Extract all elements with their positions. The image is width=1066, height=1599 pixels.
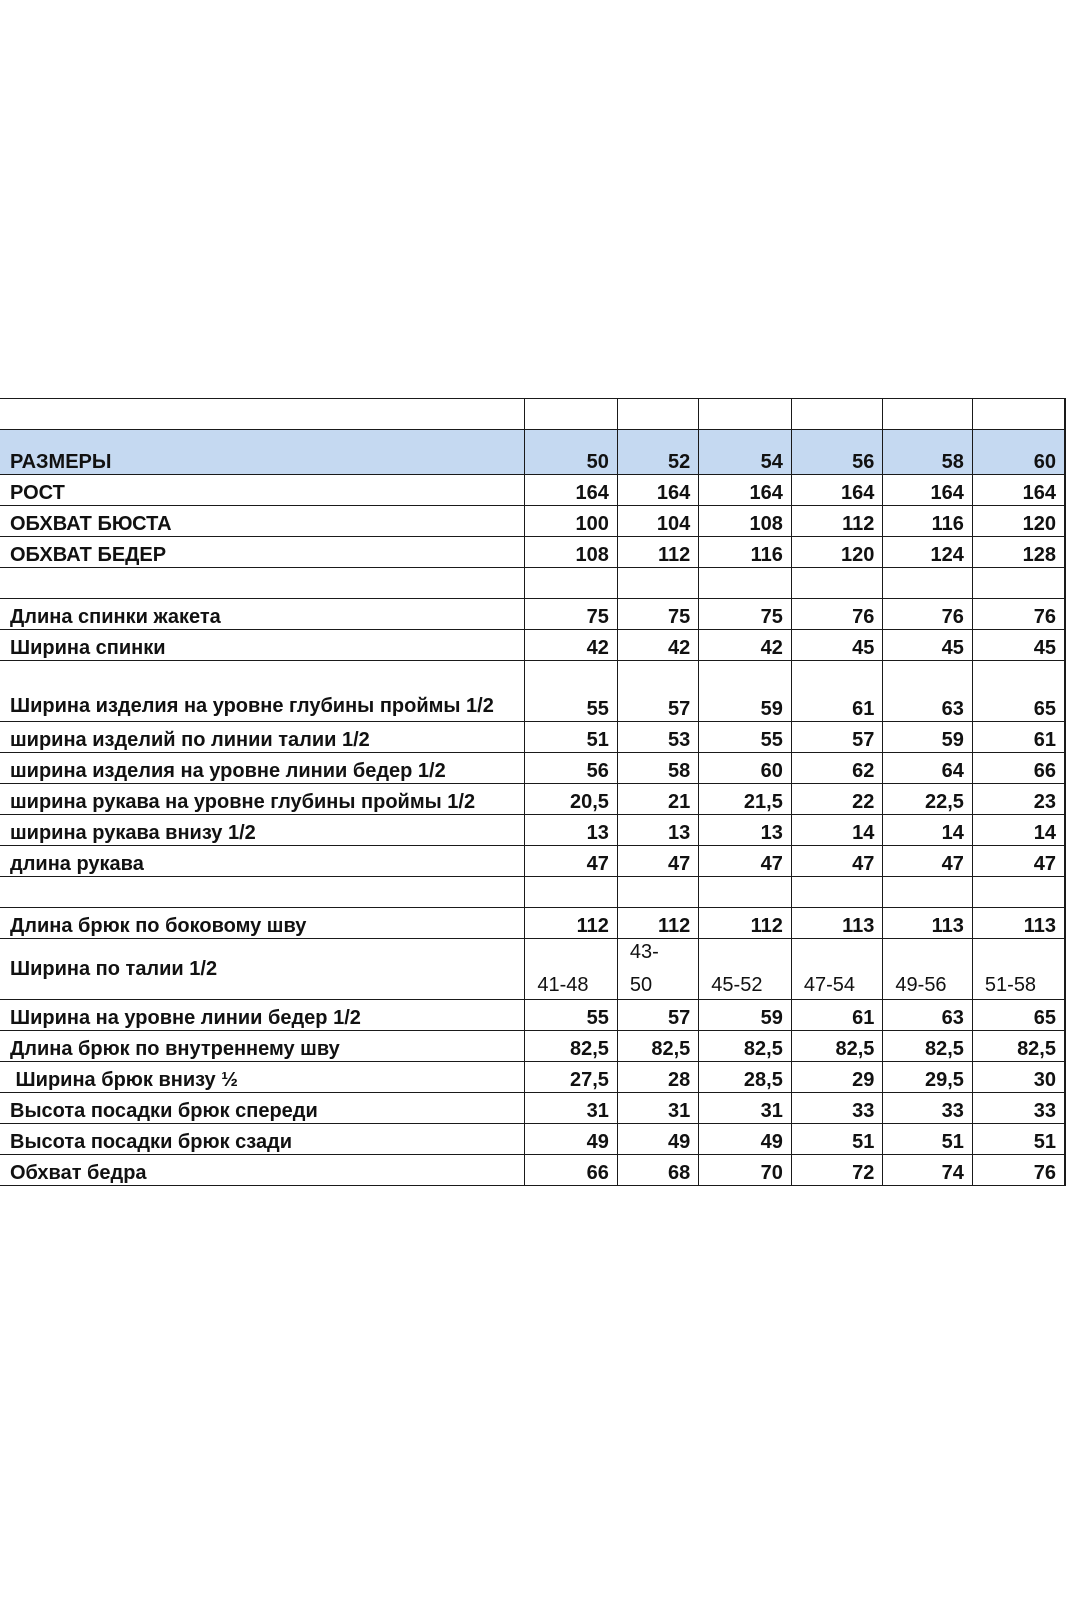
blank-cell — [0, 877, 525, 908]
blank-cell — [972, 399, 1065, 430]
row-label: Длина спинки жакета — [0, 599, 525, 630]
cell-value: 112 — [617, 537, 698, 568]
cell-value: 45 — [791, 630, 883, 661]
cell-value: 124 — [883, 537, 973, 568]
cell-value: 49 — [617, 1124, 698, 1155]
cell-value: 65 — [972, 1000, 1065, 1031]
table-row — [0, 815, 1065, 846]
cell-value: 120 — [972, 506, 1065, 537]
cell-value: 108 — [699, 506, 792, 537]
cell-value: 47 — [617, 846, 698, 877]
header-size: 52 — [617, 430, 698, 475]
blank-cell — [791, 399, 883, 430]
cell-value: 21,5 — [699, 784, 792, 815]
cell-value: 47 — [883, 846, 973, 877]
cell-value: 75 — [617, 599, 698, 630]
table-row-blank — [0, 568, 1065, 599]
table-header-row — [0, 430, 1065, 475]
cell-value: 51 — [883, 1124, 973, 1155]
header-size: 56 — [791, 430, 883, 475]
cell-value: 22 — [791, 784, 883, 815]
row-label: Ширина спинки — [0, 630, 525, 661]
cell-value: 164 — [972, 475, 1065, 506]
cell-value: 82,5 — [699, 1031, 792, 1062]
row-label: ширина изделия на уровне линии бедер 1/2 — [0, 753, 525, 784]
cell-value: 33 — [791, 1093, 883, 1124]
row-label: РОСТ — [0, 475, 525, 506]
table-row — [0, 1093, 1065, 1124]
cell-value: 47 — [525, 846, 618, 877]
cell-value: 164 — [883, 475, 973, 506]
cell-value: 57 — [617, 661, 698, 722]
cell-value: 82,5 — [525, 1031, 618, 1062]
blank-cell — [699, 399, 792, 430]
cell-value: 33 — [883, 1093, 973, 1124]
cell-value: 113 — [883, 908, 973, 939]
row-label: Ширина по талии 1/2 — [0, 939, 525, 1000]
blank-cell — [883, 877, 973, 908]
header-size: 60 — [972, 430, 1065, 475]
table-row — [0, 661, 1065, 722]
cell-value: 28,5 — [699, 1062, 792, 1093]
row-label: ОБХВАТ БЮСТА — [0, 506, 525, 537]
cell-value: 100 — [525, 506, 618, 537]
row-label: Обхват бедра — [0, 1155, 525, 1186]
table-row — [0, 1000, 1065, 1031]
cell-value: 116 — [883, 506, 973, 537]
cell-value: 76 — [972, 1155, 1065, 1186]
cell-value: 31 — [617, 1093, 698, 1124]
cell-value: 42 — [617, 630, 698, 661]
cell-value: 112 — [525, 908, 618, 939]
cell-value: 22,5 — [883, 784, 973, 815]
cell-value: 31 — [525, 1093, 618, 1124]
table-row — [0, 506, 1065, 537]
blank-cell — [617, 877, 698, 908]
blank-cell — [972, 568, 1065, 599]
cell-value: 76 — [883, 599, 973, 630]
cell-value — [699, 939, 792, 1000]
cell-value: 120 — [791, 537, 883, 568]
row-label: длина рукава — [0, 846, 525, 877]
row-label: ОБХВАТ БЕДЕР — [0, 537, 525, 568]
blank-cell — [0, 399, 525, 430]
table-row — [0, 1155, 1065, 1186]
blank-cell — [699, 568, 792, 599]
blank-cell — [972, 877, 1065, 908]
table-row — [0, 475, 1065, 506]
row-label: Ширина брюк внизу ½ — [0, 1062, 525, 1093]
cell-value: 59 — [699, 1000, 792, 1031]
cell-value: 59 — [699, 661, 792, 722]
cell-value: 28 — [617, 1062, 698, 1093]
blank-cell — [525, 568, 618, 599]
cell-value: 51 — [972, 1124, 1065, 1155]
cell-value: 51 — [525, 722, 618, 753]
table-row — [0, 599, 1065, 630]
table-row — [0, 630, 1065, 661]
cell-value: 108 — [525, 537, 618, 568]
cell-value: 112 — [791, 506, 883, 537]
cell-value: 60 — [699, 753, 792, 784]
cell-value: 82,5 — [617, 1031, 698, 1062]
cell-value: 112 — [617, 908, 698, 939]
cell-value: 49 — [699, 1124, 792, 1155]
cell-value: 33 — [972, 1093, 1065, 1124]
cell-value: 45 — [883, 630, 973, 661]
cell-value: 61 — [791, 661, 883, 722]
cell-value: 29 — [791, 1062, 883, 1093]
table-row — [0, 1062, 1065, 1093]
cell-value: 27,5 — [525, 1062, 618, 1093]
cell-value: 61 — [791, 1000, 883, 1031]
waist-range-bottom: 50 — [629, 974, 653, 996]
table-row-top-blank — [0, 399, 1065, 430]
table-row — [0, 939, 1065, 1000]
cell-value: 65 — [972, 661, 1065, 722]
blank-cell — [525, 877, 618, 908]
blank-cell — [525, 399, 618, 430]
cell-value — [883, 939, 973, 1000]
cell-value: 51 — [791, 1124, 883, 1155]
cell-value: 47 — [699, 846, 792, 877]
row-label: Ширина изделия на уровне глубины проймы 1/2 — [0, 661, 525, 722]
cell-value: 59 — [883, 722, 973, 753]
cell-value: 47 — [972, 846, 1065, 877]
cell-value: 74 — [883, 1155, 973, 1186]
cell-value: 128 — [972, 537, 1065, 568]
cell-value: 62 — [791, 753, 883, 784]
cell-value: 64 — [883, 753, 973, 784]
row-label: Длина брюк по внутреннему шву — [0, 1031, 525, 1062]
cell-value: 57 — [617, 1000, 698, 1031]
cell-value: 13 — [525, 815, 618, 846]
cell-value: 49 — [525, 1124, 618, 1155]
cell-value: 164 — [791, 475, 883, 506]
cell-value: 42 — [699, 630, 792, 661]
row-label: Длина брюк по боковому шву — [0, 908, 525, 939]
table-row — [0, 722, 1065, 753]
blank-cell — [699, 877, 792, 908]
row-label: Высота посадки брюк спереди — [0, 1093, 525, 1124]
table-row — [0, 846, 1065, 877]
table-row-blank — [0, 877, 1065, 908]
size-table — [0, 398, 1066, 1186]
cell-value — [525, 939, 618, 1000]
table-row — [0, 753, 1065, 784]
cell-value: 23 — [972, 784, 1065, 815]
cell-value — [617, 939, 698, 1000]
cell-value: 66 — [525, 1155, 618, 1186]
cell-value: 14 — [972, 815, 1065, 846]
table-row — [0, 784, 1065, 815]
waist-range: 47-54 — [803, 974, 856, 996]
cell-value: 55 — [525, 661, 618, 722]
row-label: ширина изделий по линии талии 1/2 — [0, 722, 525, 753]
cell-value: 21 — [617, 784, 698, 815]
cell-value: 164 — [525, 475, 618, 506]
cell-value: 82,5 — [791, 1031, 883, 1062]
table-row — [0, 1124, 1065, 1155]
cell-value: 58 — [617, 753, 698, 784]
cell-value: 30 — [972, 1062, 1065, 1093]
cell-value: 72 — [791, 1155, 883, 1186]
cell-value: 61 — [972, 722, 1065, 753]
table-row — [0, 1031, 1065, 1062]
waist-range: 41-48 — [537, 974, 589, 996]
row-label: Ширина на уровне линии бедер 1/2 — [0, 1000, 525, 1031]
cell-value: 13 — [699, 815, 792, 846]
cell-value: 82,5 — [883, 1031, 973, 1062]
blank-cell — [791, 568, 883, 599]
cell-value: 113 — [972, 908, 1065, 939]
row-label: Высота посадки брюк сзади — [0, 1124, 525, 1155]
blank-cell — [883, 568, 973, 599]
header-size: 58 — [883, 430, 973, 475]
cell-value: 42 — [525, 630, 618, 661]
blank-cell — [791, 877, 883, 908]
cell-value: 13 — [617, 815, 698, 846]
cell-value: 76 — [791, 599, 883, 630]
cell-value: 31 — [699, 1093, 792, 1124]
blank-cell — [883, 399, 973, 430]
cell-value: 68 — [617, 1155, 698, 1186]
table-row — [0, 908, 1065, 939]
waist-range-top: 43- — [629, 941, 659, 963]
cell-value: 164 — [617, 475, 698, 506]
cell-value: 55 — [699, 722, 792, 753]
cell-value — [972, 939, 1065, 1000]
header-label: РАЗМЕРЫ — [0, 430, 525, 475]
cell-value: 75 — [525, 599, 618, 630]
cell-value: 63 — [883, 661, 973, 722]
blank-cell — [617, 399, 698, 430]
row-label: ширина рукава на уровне глубины проймы 1/2 — [0, 784, 525, 815]
row-label: ширина рукава внизу 1/2 — [0, 815, 525, 846]
cell-value: 116 — [699, 537, 792, 568]
header-size: 54 — [699, 430, 792, 475]
cell-value: 75 — [699, 599, 792, 630]
cell-value: 70 — [699, 1155, 792, 1186]
cell-value: 63 — [883, 1000, 973, 1031]
cell-value: 14 — [791, 815, 883, 846]
cell-value: 14 — [883, 815, 973, 846]
cell-value: 29,5 — [883, 1062, 973, 1093]
header-size: 50 — [525, 430, 618, 475]
cell-value: 45 — [972, 630, 1065, 661]
cell-value: 55 — [525, 1000, 618, 1031]
cell-value: 20,5 — [525, 784, 618, 815]
table-row — [0, 537, 1065, 568]
blank-cell — [0, 568, 525, 599]
cell-value: 82,5 — [972, 1031, 1065, 1062]
cell-value: 56 — [525, 753, 618, 784]
cell-value: 66 — [972, 753, 1065, 784]
cell-value: 57 — [791, 722, 883, 753]
cell-value: 53 — [617, 722, 698, 753]
cell-value: 76 — [972, 599, 1065, 630]
blank-cell — [617, 568, 698, 599]
waist-range: 51-58 — [984, 974, 1037, 996]
cell-value: 113 — [791, 908, 883, 939]
waist-range: 45-52 — [711, 974, 763, 996]
cell-value: 112 — [699, 908, 792, 939]
cell-value: 104 — [617, 506, 698, 537]
waist-range: 49-56 — [895, 974, 947, 996]
cell-value — [791, 939, 883, 1000]
cell-value: 47 — [791, 846, 883, 877]
cell-value: 164 — [699, 475, 792, 506]
